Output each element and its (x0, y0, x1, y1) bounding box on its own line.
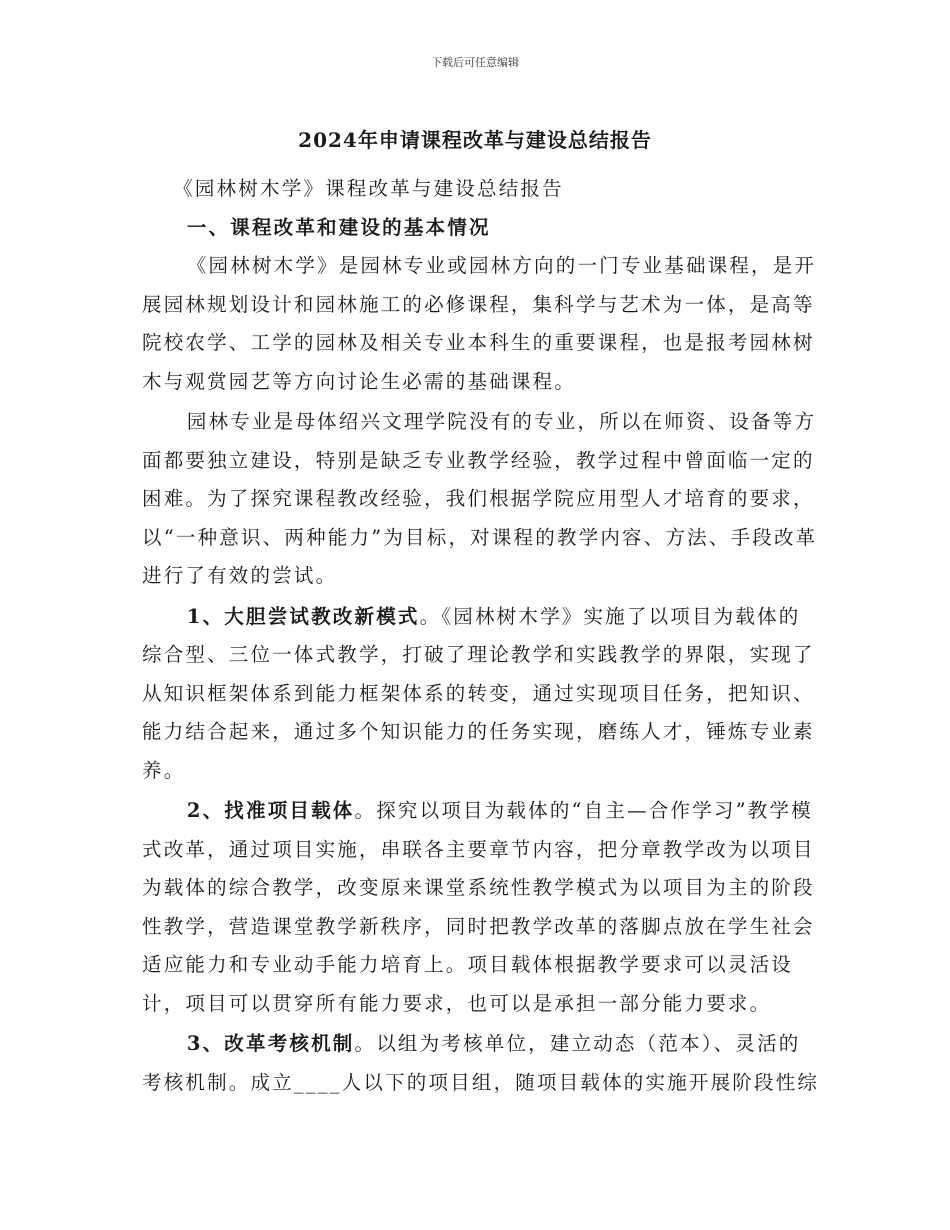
section-heading-1: 一、课程改革和建设的基本情况 (186, 215, 491, 239)
list-item-2-lead: 2、找准项目载体 (186, 799, 355, 822)
list-item-3 (142, 1025, 822, 1102)
document-body (142, 170, 822, 1102)
document-subtitle: 《园林树木学》课程改革与建设总结报告 (173, 177, 564, 200)
list-item-1-lead: 1、大胆尝试教改新模式 (186, 604, 420, 628)
page-header-note: 下载后可任意编辑 (431, 56, 519, 69)
list-item-1 (142, 598, 822, 791)
list-item-3-lead: 3、改革考核机制 (186, 1032, 355, 1055)
list-item-2-text: 。探究以项目为载体的“自主—合作学习”教学模式改革，通过项目实施，串联各主要章节内容，把分章教学改为以项目为载体的综合教学，改变原来课堂系统性教学模式为以项目为主的阶段性教学，营造课堂教学新秩序，同时把教学改革的落脚点放在学生社会适应能力和专业动手能力培育上。项目载体根据教学要求可以灵活设计，项目可以贯穿所有能力要求，也可以是承担一部分能力要求。 (142, 799, 815, 1015)
document-title: 2024年申请课程改革与建设总结报告 (298, 128, 652, 152)
list-item-2 (142, 792, 822, 1023)
paragraph-2: 园林专业是母体绍兴文理学院没有的专业，所以在师资、设备等方面都要独立建设，特别是缺乏专业教学经验，教学过程中曾面临一定的困难。为了探究课程教改经验，我们根据学院应用型人才培育的要求，以“一种意识、两种能力”为目标，对课程的教学内容、方法、手段改革进行了有效的尝试。 (142, 410, 818, 587)
list-item-1-text: 。《园林树木学》实施了以项目为载体的综合型、三位一体式教学，打破了理论教学和实践教学的界限，实现了从知识框架体系到能力框架体系的转变，通过实现项目任务，把知识、能力结合起来，通过多个知识能力的任务实现，磨练人才，锤炼专业素养。 (142, 604, 815, 782)
paragraph-1: 《园林树木学》是园林专业或园林方向的一门专业基础课程，是开展园林规划设计和园林施工的必修课程，集科学与艺术为一体，是高等院校农学、工学的园林及相关专业本科生的重要课程，也是报考园林树木与观赏园艺等方向讨论生必需的基础课程。 (142, 254, 817, 393)
list-item-3-text: 。以组为考核单位，建立动态（范本）、灵活的考核机制。成立____人以下的项目组，随项目载体的实施开展阶段性综 (142, 1032, 820, 1094)
